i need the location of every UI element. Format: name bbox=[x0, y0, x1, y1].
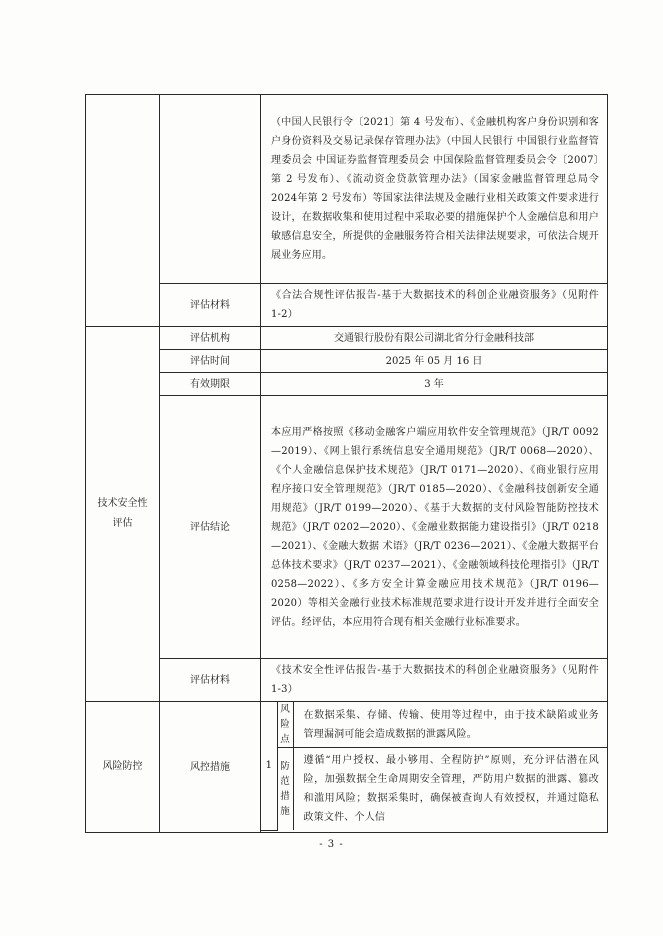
table-row bbox=[261, 748, 607, 831]
table-row bbox=[86, 659, 608, 702]
risk-measure-label: 风控措施 bbox=[160, 702, 261, 833]
risk-measure-cell bbox=[261, 702, 608, 833]
risk-index: 1 bbox=[261, 702, 277, 830]
tech-material-label: 评估材料 bbox=[160, 659, 261, 702]
table-row bbox=[86, 373, 608, 396]
table-row bbox=[86, 284, 608, 327]
prevention-label bbox=[277, 748, 293, 831]
risk-category-cell bbox=[86, 702, 160, 833]
risk-point-char: 点 bbox=[280, 734, 290, 745]
risk-point-label bbox=[277, 702, 293, 748]
tech-date-value: 2025 年 05 月 16 日 bbox=[261, 350, 608, 373]
tech-conclusion-label: 评估结论 bbox=[160, 396, 261, 659]
empty-category-cell bbox=[86, 95, 160, 327]
tech-date-label: 评估时间 bbox=[160, 350, 261, 373]
tech-category-label: 技术安全性评估 bbox=[97, 498, 148, 529]
tech-conclusion-text: 本应用严格按照《移动金融客户端应用软件安全管理规范》（JR/T 0092—2019）、《网上银行系统信息安全通用规范》（JR/T 0068—2020）、《个人金融信息保护技术规范》（JR/T 0171—2020）、《商业银行应用程序接口安全管理规范》（JR/T 0185—2020）、《金融科技创新安全通用规范》（JR/T 0199—2020）、《基于大数据的支付风险智能防控技术规范》（JR/T 0202—2020）、《金融业数据能力建设指引》（JR/T 0218—2021）、《金融大数据 术语》（JR/T 0236—2021）、《金融大数据平台总体技术要求》（JR/T 0237—2021）、《金融领域科技伦理指引》（JR/T 0258—2022）、《多方安全计算金融应用技术规范》（JR/T 0196—2020）等相关金融行业技术标准规范要求进行设计开发并进行全面安全评估。经评估，本应用符合现有相关金融行业标准要求。 bbox=[271, 426, 599, 628]
tech-org-value: 交通银行股份有限公司湖北省分行金融科技部 bbox=[261, 327, 608, 350]
prevention-char: 施 bbox=[280, 806, 290, 817]
tech-validity-label: 有效期限 bbox=[160, 373, 261, 396]
table-row bbox=[86, 350, 608, 373]
compliance-text-cell bbox=[261, 95, 608, 284]
compliance-text: （中国人民银行令〔2021〕第 4 号发布）、《金融机构客户身份识别和客户身份资料及交易记录保存管理办法》（中国人民银行 中国银行业监督管理委员会 中国证券监督管理委员会 中国保险监督管理委员会令〔2007〕第 2 号发布）、《流动资金贷款管理办法》（国家金融监督管理总局令 2024年第 2 号发布）等国家法律法规及金融行业相关政策文件要求进行设计，在数据收集和使用过程中采取必要的措施保护个人金融信息和用户敏感信息安全，所提供的金融服务符合相关法律法规要求，可依法合规开展业务应用。 bbox=[271, 117, 599, 261]
empty-label-cell bbox=[160, 95, 261, 284]
compliance-material-label: 评估材料 bbox=[160, 284, 261, 327]
risk-point-char: 险 bbox=[280, 719, 290, 730]
tech-conclusion-cell bbox=[261, 396, 608, 659]
page-number: - 3 - bbox=[319, 839, 344, 850]
risk-point-char: 风 bbox=[280, 704, 290, 715]
risk-point-cell bbox=[293, 702, 607, 748]
table-row bbox=[261, 702, 607, 748]
table-row bbox=[86, 396, 608, 659]
compliance-material-cell bbox=[261, 284, 608, 327]
tech-org-label: 评估机构 bbox=[160, 327, 261, 350]
prevention-char: 措 bbox=[280, 791, 290, 802]
risk-measure-table bbox=[261, 702, 607, 831]
table-row bbox=[86, 327, 608, 350]
table-row bbox=[86, 95, 608, 284]
prevention-cell bbox=[293, 748, 607, 831]
tech-validity-value: 3 年 bbox=[261, 373, 608, 396]
tech-category-cell bbox=[86, 327, 160, 702]
risk-category-label: 风险防控 bbox=[102, 761, 143, 772]
prevention-char: 范 bbox=[280, 776, 290, 787]
prevention-char: 防 bbox=[280, 761, 290, 772]
table-row bbox=[86, 702, 608, 833]
prevention-text: 遵循“用户授权、最小够用、全程防护”原则，充分评估潜在风险，加强数据全生命周期安全管理，严防用户数据的泄露、篡改和滥用风险；数据采集时，确保被查询人有效授权，并通过隐私政策文件、个人信 bbox=[303, 755, 599, 823]
risk-point-text: 在数据采集、存储、传输、使用等过程中，由于技术缺陷或业务管理漏洞可能会造成数据的泄露风险。 bbox=[303, 709, 599, 740]
tech-material-value: 《技术安全性评估报告-基于大数据技术的科创企业融资服务》（见附件 1-3） bbox=[271, 665, 599, 695]
compliance-material-value: 《合法合规性评估报告-基于大数据技术的科创企业融资服务》（见附件 1-2） bbox=[271, 290, 599, 320]
tech-material-cell bbox=[261, 659, 608, 702]
assessment-table bbox=[85, 94, 608, 833]
